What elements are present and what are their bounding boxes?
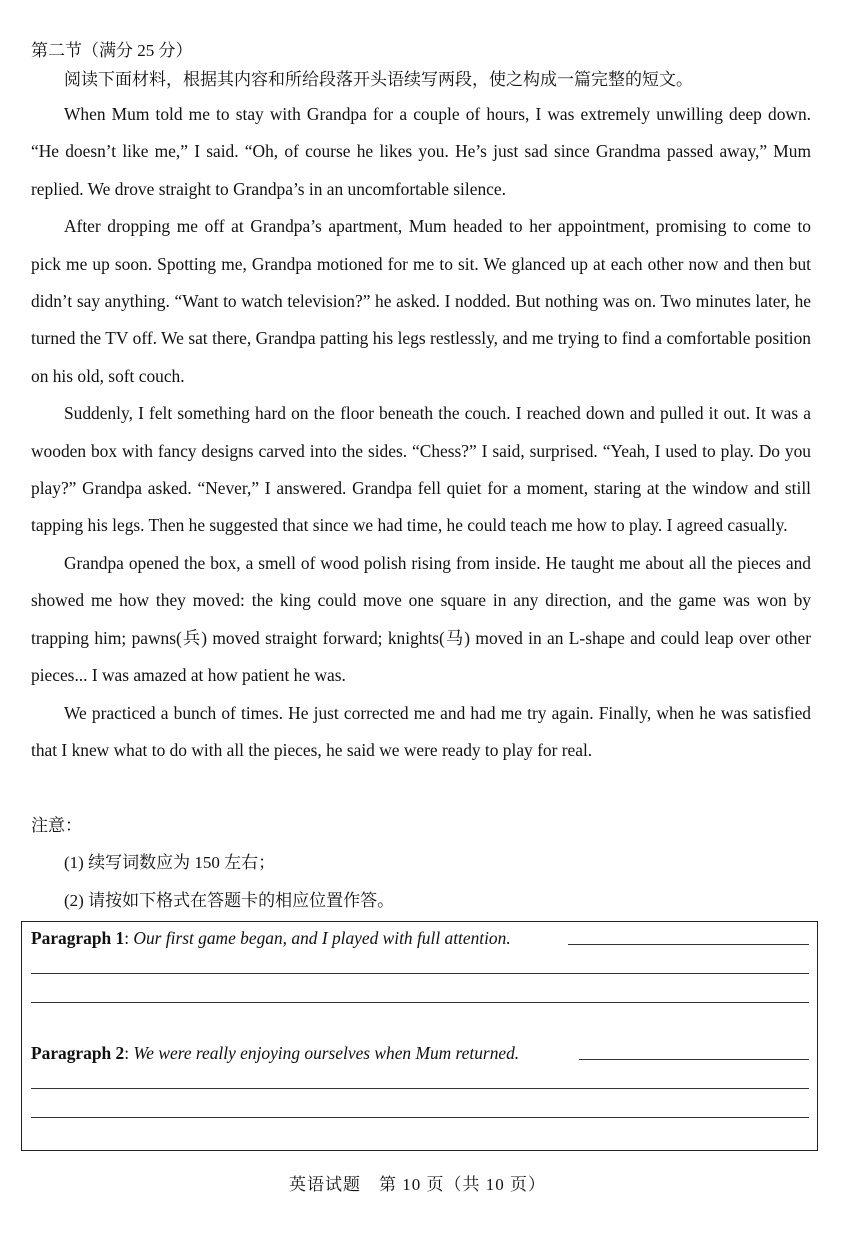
passage-paragraph-4: Grandpa opened the box, a smell of wood polish rising from inside. He taught me about all the pieces and showed me how they moved: the king could move one square in any direction, and the game was won by trapping him; pawns(兵) moved straight forward; knights(马) moved in an L-shape and could leap over other pieces... I was amazed at how patient he was. — [31, 552, 811, 686]
notes-heading: 注意： — [31, 816, 82, 835]
page-footer: 英语试题 第 10 页（共 10 页） — [289, 1175, 546, 1194]
passage-paragraph-5: We practiced a bunch of times. He just corrected me and had me try again. Finally, when he was satisfied that I knew what to do with all the pieces, he said we were ready to play for real. — [31, 702, 811, 760]
passage-paragraph-3: Suddenly, I felt something hard on the floor beneath the couch. I reached down and pulled it out. It was a wooden box with fancy designs carved into the sides. “Chess?” I said, surprised. “Yeah, I used to play. Do you play?” Grandpa asked. “Never,” I answered. Grandpa fell quiet for a moment, staring at the window and still tapping his legs. Then he suggested that since we had time, he could teach me how to play. I agreed casually. — [31, 403, 811, 536]
paragraph-2-writing-line-3[interactable] — [31, 1117, 809, 1118]
note-item-word-count: (1) 续写词数应为 150 左右； — [64, 853, 276, 873]
section-title: 第二节（满分 25 分） — [31, 41, 193, 60]
answer-box — [21, 921, 818, 1151]
paragraph-1-opener: Our first game began, and I played with full attention. — [133, 928, 511, 948]
paragraph-2-label: Paragraph 2 — [31, 1043, 125, 1063]
paragraph-1-separator: : — [124, 928, 134, 948]
passage-paragraph-1: When Mum told me to stay with Grandpa for a couple of hours, I was extremely unwilling deep down. “He doesn’t like me,” I said. “Oh, of course he likes you. He’s just sad since Grandma passed away,” Mum replied. We drove straight to Grandpa’s in an uncomfortable silence. — [31, 104, 811, 199]
paragraph-2-writing-line-1[interactable] — [579, 1059, 809, 1060]
paragraph-1-label: Paragraph 1 — [31, 928, 125, 948]
paragraph-2-writing-line-2[interactable] — [31, 1088, 809, 1089]
notes-section — [31, 807, 394, 919]
reading-passage — [31, 96, 811, 769]
paragraph-1-writing-line-1[interactable] — [568, 944, 809, 945]
paragraph-2-prompt — [31, 1040, 519, 1066]
task-instruction: 阅读下面材料，根据其内容和所给段落开头语续写两段，使之构成一篇完整的短文。 — [64, 70, 693, 89]
paragraph-2-separator: : — [124, 1043, 134, 1063]
passage-paragraph-2: After dropping me off at Grandpa’s apartment, Mum headed to her appointment, promising to come to pick me up soon. Spotting me, Grandpa motioned for me to sit. We glanced up at each other now and then but didn’t say anything. “Want to watch television?” he asked. I nodded. But nothing was on. Two minutes later, he turned the TV off. We sat there, Grandpa patting his legs restlessly, and me trying to find a comfortable position on his old, soft couch. — [31, 216, 811, 386]
paragraph-2-opener: We were really enjoying ourselves when Mum returned. — [133, 1043, 520, 1063]
paragraph-1-writing-line-2[interactable] — [31, 973, 809, 974]
note-item-answer-format: (2) 请按如下格式在答题卡的相应位置作答。 — [64, 890, 395, 910]
paragraph-1-writing-line-3[interactable] — [31, 1002, 809, 1003]
paragraph-1-prompt — [31, 925, 511, 951]
